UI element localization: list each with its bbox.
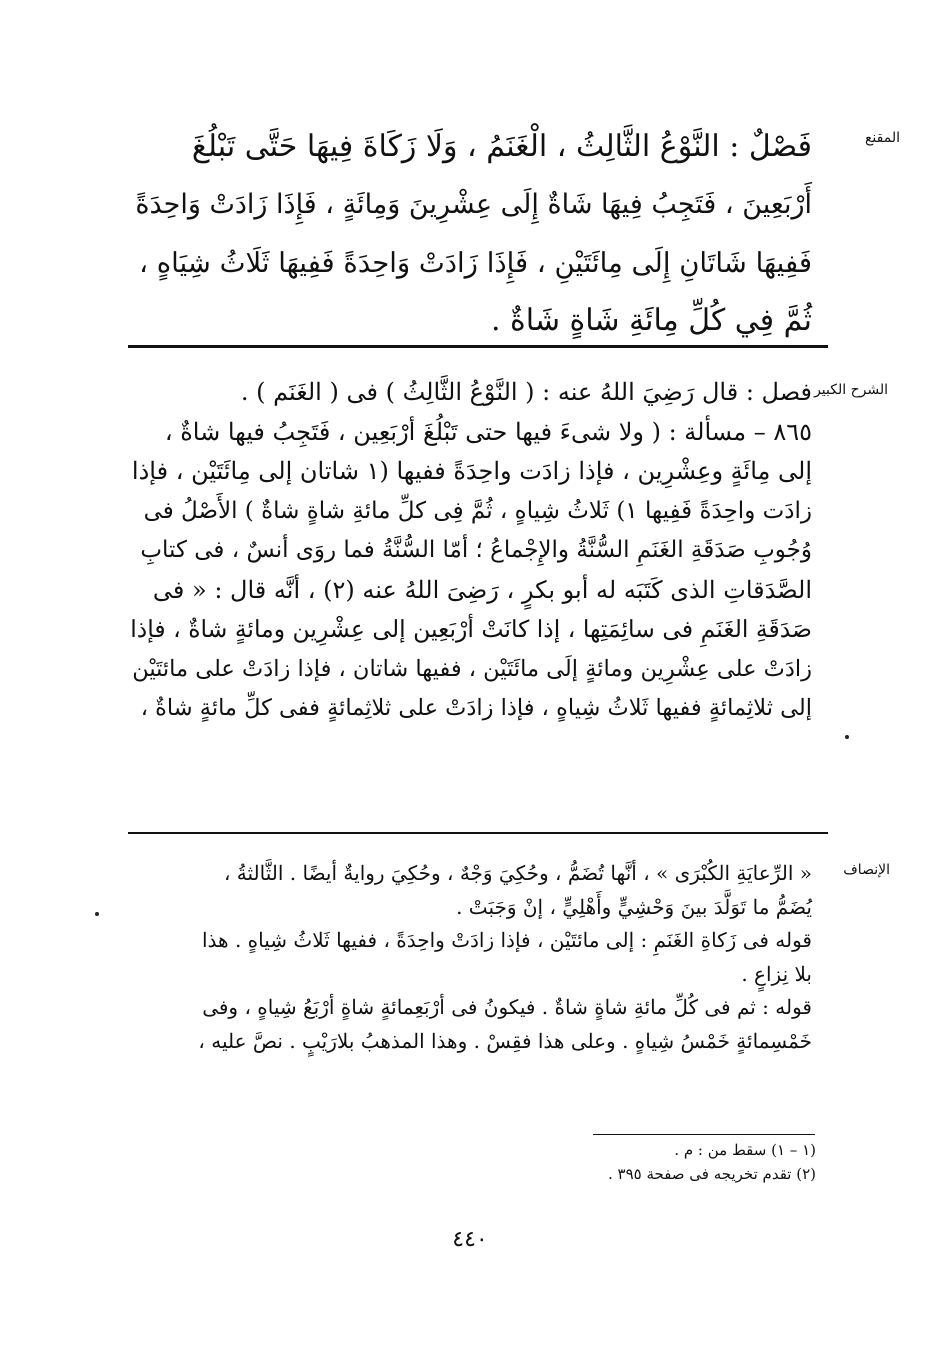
text-line: أَرْبَعِينَ ، فَتَجِبُ فِيهَا شَاةٌ إِلَى عِشْرِينَ وَمِائَةٍ ، فَإِذَا زَادَتْ وَاحِدَةً <box>135 189 812 220</box>
sharh-label: الشرح الكبير <box>814 382 888 398</box>
text-line: وُجُوبِ صَدَقَةِ الغَنَمِ السُّنَّةُ والإِجْماعُ ؛ أمّا السُّنَّةُ فما روَى أنسٌ ، فى كتابِ <box>140 537 812 563</box>
muqni-text <box>130 118 812 350</box>
sharh-text <box>130 373 812 729</box>
speck <box>95 912 99 916</box>
insaf-label: الإنصاف <box>843 862 890 878</box>
text-line: قوله فى زَكاةِ الغَنَمِ : إلى مائتَيْن ، فإذا زادَتْ واحِدَةً ، ففيها ثَلاثُ شِياهٍ . هذا <box>202 928 812 952</box>
footnotes <box>560 1138 816 1186</box>
speck <box>845 735 849 739</box>
footnote: (٢) تقدم تخريجه فى صفحة ٣٩٥ . <box>607 1165 816 1183</box>
section-divider <box>128 832 828 834</box>
text-line: ثُمَّ فِي كُلِّ مِائَةِ شَاةٍ شَاةٌ . <box>490 303 812 338</box>
text-line: إلى مِائَةٍ وعِشْرِين ، فإذا زادَت واحِدَةً ففيها (١ شاتان إلى مِائَتَيْن ، فإذا <box>131 457 812 485</box>
text-line: قوله : ثم فى كُلِّ مائةِ شاةٍ شاةٌ . فيكونُ فى أرْبَعِمائةٍ شاةٍ أرْبَعُ شِياهٍ ، وفى <box>202 995 812 1019</box>
text-line: صَدَقَةِ الغَنَمِ فى سائِمَتِها ، إذا كانَتْ أرْبَعِين إلى عِشْرِين ومائةٍ شاةٌ ، فإذا <box>130 615 812 643</box>
text-line: زادَت واحِدَةً فَفِيها ١) ثَلاثُ شِياهٍ ، ثُمَّ فِى كلِّ مائةِ شاةٍ شاةٌ ) الأَصْلُ فى <box>143 497 812 524</box>
section-divider <box>128 345 828 348</box>
text-line: يُضَمُّ ما تَوَلَّدَ بينَ وَحْشِيٍّ وأَهْلِيٍّ ، إنْ وَجَبَتْ . <box>456 894 812 919</box>
text-line: إلى ثلاثِمائةٍ ففيها ثَلاثُ شِياهٍ ، فإذا زادَتْ على ثلاثِمائةٍ ففى كلِّ مائةٍ شاةٌ ، <box>140 695 812 721</box>
text-line: فَفِيهَا شَاتَانِ إِلَى مِائَتَيْنِ ، فَإِذَا زَادَتْ وَاحِدَةً فَفِيهَا ثَلَاثُ شِيَاهٍ ، <box>139 247 812 279</box>
text-line: الصَّدَقاتِ الذى كَتَبَه له أبو بكرٍ ، رَضِىَ اللهُ عنه (٢) ، أنَّه قال : « فى <box>152 575 812 604</box>
muqni-label: المقنع <box>864 130 900 146</box>
text-line: خَمْسِمائةٍ خَمْسُ شِياهٍ . وعلى هذا فقِسْ . وهذا المذهبُ بلارَيْبٍ . نصَّ عليه ، <box>198 1028 812 1053</box>
page-number: ٤٤٠ <box>452 1227 488 1252</box>
text-line: « الرِّعايَةِ الكُبْرَى » ، أنَّها تُضَمُّ ، وحُكِيَ وَجْهٌ ، وحُكِيَ روايةٌ أيضًا . الثَّالثةُ ، <box>223 861 812 885</box>
footnote-divider <box>593 1134 815 1135</box>
text-line: فصل : قال رَضِيَ اللهُ عنه : ( النَّوْعُ الثَّالِثُ ) فى ( الغَنَم ) . <box>240 378 812 406</box>
footnote: (١ – ١) سقط من : م . <box>674 1141 816 1159</box>
text-line: زادَتْ على عِشْرِين ومائةٍ إلَى مائَتَيْن ، ففيها شاتان ، فإذا زادَتْ على مائتَيْن <box>132 655 812 682</box>
text-line: ٨٦٥ – مسألة : ( ولا شىءَ فيها حتى تَبْلُغَ أرْبَعِين ، فَتَجِبُ فيها شاةٌ ، <box>164 417 812 446</box>
text-line: فَصْلٌ : النَّوْعُ الثَّالِثُ ، الْغَنَمُ ، وَلَا زَكَاةَ فِيهَا حَتَّى تَبْلُغَ <box>191 129 812 164</box>
text-line: بلا نِزاعٍ . <box>741 961 812 986</box>
insaf-text <box>130 857 812 1058</box>
